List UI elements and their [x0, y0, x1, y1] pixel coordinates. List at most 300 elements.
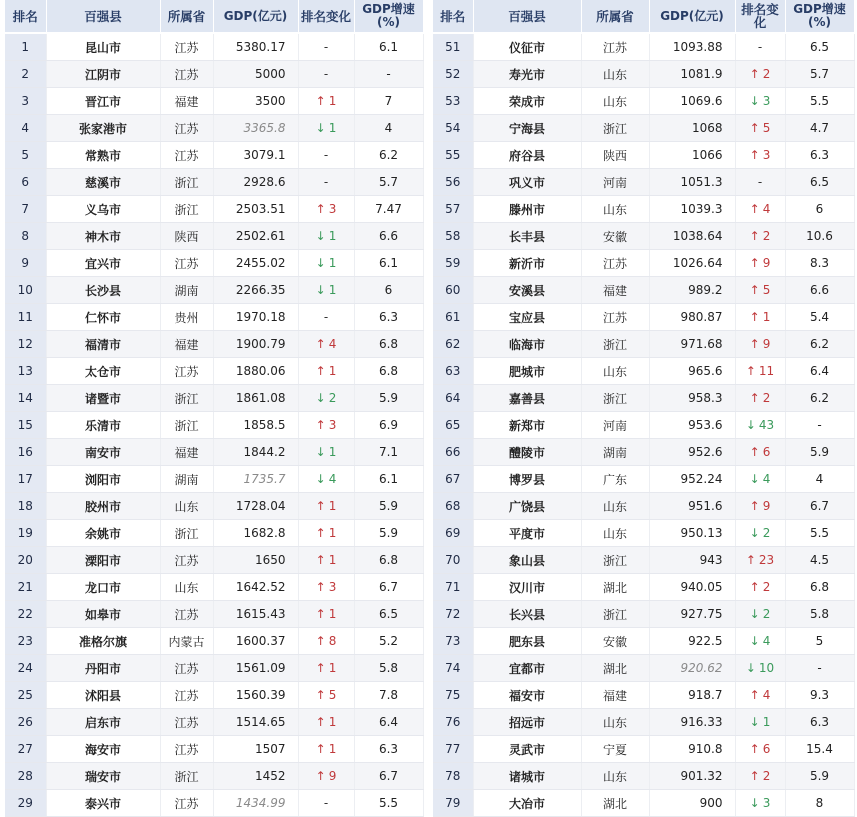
growth-cell: 6.6 [785, 277, 854, 304]
rank-cell: 70 [433, 547, 473, 574]
rank-change-value: 3 [762, 94, 771, 108]
rank-change-cell [298, 547, 354, 574]
rank-change-cell [298, 250, 354, 277]
growth-cell: 6.3 [785, 709, 854, 736]
rank-change-value: 2 [762, 67, 771, 81]
rank-change-cell [298, 790, 354, 817]
rank-cell: 59 [433, 250, 473, 277]
growth-cell: 5.8 [785, 601, 854, 628]
county-name-cell: 如皋市 [46, 601, 160, 628]
county-name-cell: 寿光市 [473, 61, 581, 88]
gdp-cell: 927.75 [649, 601, 735, 628]
growth-cell: 7.8 [354, 682, 423, 709]
table-row [5, 790, 423, 817]
rank-change-value: - [757, 175, 763, 189]
ranking-table-left [5, 0, 424, 817]
table-row [5, 385, 423, 412]
arrow-up-icon: ↑ [315, 499, 326, 513]
rank-change-cell [735, 223, 785, 250]
table-row [5, 412, 423, 439]
rank-change-cell [735, 33, 785, 61]
gdp-cell: 900 [649, 790, 735, 817]
rank-change-cell [735, 790, 785, 817]
gdp-cell: 1682.8 [213, 520, 298, 547]
growth-cell: 7.47 [354, 196, 423, 223]
rank-cell: 6 [5, 169, 46, 196]
rank-change-cell [735, 466, 785, 493]
table-row [433, 547, 854, 574]
county-name-cell: 宜都市 [473, 655, 581, 682]
province-cell: 江苏 [160, 547, 213, 574]
county-name-cell: 常熟市 [46, 142, 160, 169]
county-name-cell: 瑞安市 [46, 763, 160, 790]
rank-cell: 54 [433, 115, 473, 142]
rank-cell: 64 [433, 385, 473, 412]
table-row [433, 763, 854, 790]
gdp-cell: 1514.65 [213, 709, 298, 736]
province-cell: 江苏 [160, 790, 213, 817]
rank-cell: 56 [433, 169, 473, 196]
county-name-cell: 新沂市 [473, 250, 581, 277]
rank-change-value: 11 [758, 364, 775, 378]
table-row [5, 331, 423, 358]
rank-change-value: 5 [762, 121, 771, 135]
rank-change-value: 1 [328, 715, 337, 729]
rank-change-value: 1 [328, 445, 337, 459]
arrow-down-icon: ↓ [315, 229, 326, 243]
rank-change-value: - [323, 67, 329, 81]
rank-cell: 53 [433, 88, 473, 115]
rank-change-value: 1 [328, 742, 337, 756]
arrow-down-icon: ↓ [315, 256, 326, 270]
province-cell: 湖南 [160, 277, 213, 304]
province-cell: 山东 [581, 358, 649, 385]
rank-change-cell [298, 196, 354, 223]
header-rank: 排名 [433, 0, 473, 33]
gdp-cell: 918.7 [649, 682, 735, 709]
rank-change-cell [298, 466, 354, 493]
rank-change-cell [735, 61, 785, 88]
rank-change-value: 5 [328, 688, 337, 702]
growth-cell: 6.8 [785, 574, 854, 601]
county-name-cell: 福清市 [46, 331, 160, 358]
county-name-cell: 广饶县 [473, 493, 581, 520]
gdp-cell: 943 [649, 547, 735, 574]
growth-cell: 6.6 [354, 223, 423, 250]
county-name-cell: 灵武市 [473, 736, 581, 763]
table-row [433, 682, 854, 709]
ranking-table-right [433, 0, 855, 817]
rank-change-cell [298, 385, 354, 412]
rank-change-value: 9 [762, 499, 771, 513]
table-row [5, 61, 423, 88]
growth-cell: 6.4 [785, 358, 854, 385]
arrow-up-icon: ↑ [315, 553, 326, 567]
table-row [433, 88, 854, 115]
rank-change-value: 6 [762, 445, 771, 459]
rank-cell: 27 [5, 736, 46, 763]
table-row [433, 412, 854, 439]
table-row [5, 277, 423, 304]
county-name-cell: 长沙县 [46, 277, 160, 304]
table-row [5, 169, 423, 196]
arrow-up-icon: ↑ [749, 283, 760, 297]
county-name-cell: 肥东县 [473, 628, 581, 655]
table-body-left [5, 33, 423, 817]
table-row [433, 358, 854, 385]
gdp-cell: 1051.3 [649, 169, 735, 196]
arrow-down-icon: ↓ [749, 634, 760, 648]
rank-change-value: 2 [762, 607, 771, 621]
growth-cell: 5.9 [354, 385, 423, 412]
province-cell: 江苏 [160, 655, 213, 682]
arrow-up-icon: ↑ [315, 418, 326, 432]
rank-cell: 7 [5, 196, 46, 223]
rank-change-value: 1 [328, 364, 337, 378]
rank-change-cell [298, 33, 354, 61]
gdp-cell: 1728.04 [213, 493, 298, 520]
rank-change-value: 2 [762, 391, 771, 405]
gdp-cell: 1650 [213, 547, 298, 574]
province-cell: 福建 [160, 331, 213, 358]
rank-change-value: 1 [328, 256, 337, 270]
table-row [5, 358, 423, 385]
arrow-up-icon: ↑ [749, 391, 760, 405]
county-name-cell: 荣成市 [473, 88, 581, 115]
table-row [5, 601, 423, 628]
rank-cell: 29 [5, 790, 46, 817]
table-row [5, 520, 423, 547]
table-row [433, 736, 854, 763]
arrow-up-icon: ↑ [749, 202, 760, 216]
rank-change-cell [735, 385, 785, 412]
rank-change-value: 2 [762, 526, 771, 540]
rank-cell: 67 [433, 466, 473, 493]
growth-cell: 6.5 [354, 601, 423, 628]
rank-change-value: - [323, 310, 329, 324]
table-body-right [433, 33, 854, 817]
rank-change-value: - [323, 175, 329, 189]
gdp-cell: 3079.1 [213, 142, 298, 169]
county-name-cell: 巩义市 [473, 169, 581, 196]
rank-change-value: 1 [328, 661, 337, 675]
county-name-cell: 沭阳县 [46, 682, 160, 709]
province-cell: 安徽 [581, 223, 649, 250]
growth-cell: 6.2 [785, 385, 854, 412]
county-name-cell: 平度市 [473, 520, 581, 547]
growth-cell: 9.3 [785, 682, 854, 709]
gdp-cell: 1066 [649, 142, 735, 169]
province-cell: 浙江 [160, 412, 213, 439]
growth-cell: 6.2 [785, 331, 854, 358]
rank-change-value: 2 [762, 769, 771, 783]
table-row [433, 628, 854, 655]
rank-cell: 78 [433, 763, 473, 790]
table-row [5, 33, 423, 61]
rank-cell: 5 [5, 142, 46, 169]
province-cell: 江苏 [160, 250, 213, 277]
province-cell: 湖北 [581, 574, 649, 601]
rank-cell: 13 [5, 358, 46, 385]
growth-cell: 6.4 [354, 709, 423, 736]
table-row [433, 142, 854, 169]
province-cell: 浙江 [160, 196, 213, 223]
rank-change-cell [298, 331, 354, 358]
header-row [433, 0, 854, 33]
growth-cell: 6.9 [354, 412, 423, 439]
province-cell: 河南 [581, 169, 649, 196]
rank-change-cell [735, 574, 785, 601]
rank-cell: 65 [433, 412, 473, 439]
county-name-cell: 仪征市 [473, 33, 581, 61]
gdp-cell: 965.6 [649, 358, 735, 385]
growth-cell: 5.2 [354, 628, 423, 655]
county-name-cell: 宝应县 [473, 304, 581, 331]
rank-cell: 11 [5, 304, 46, 331]
rank-change-cell [735, 547, 785, 574]
table-row [433, 520, 854, 547]
rank-change-value: - [757, 40, 763, 54]
rank-change-cell [735, 709, 785, 736]
table-row [433, 466, 854, 493]
rank-cell: 73 [433, 628, 473, 655]
province-cell: 浙江 [160, 763, 213, 790]
province-cell: 福建 [581, 682, 649, 709]
gdp-cell: 1026.64 [649, 250, 735, 277]
arrow-down-icon: ↓ [745, 661, 756, 675]
gdp-cell: 5000 [213, 61, 298, 88]
rank-cell: 51 [433, 33, 473, 61]
rank-cell: 79 [433, 790, 473, 817]
province-cell: 浙江 [581, 385, 649, 412]
province-cell: 江苏 [160, 601, 213, 628]
table-row [433, 574, 854, 601]
arrow-up-icon: ↑ [745, 553, 756, 567]
rank-change-value: 2 [328, 391, 337, 405]
gdp-cell: 1600.37 [213, 628, 298, 655]
ranking-tables [3, 0, 854, 809]
header-province: 所属省 [581, 0, 649, 33]
province-cell: 湖北 [581, 655, 649, 682]
growth-cell: 5 [785, 628, 854, 655]
table-row [5, 142, 423, 169]
rank-cell: 71 [433, 574, 473, 601]
table-row [5, 682, 423, 709]
arrow-up-icon: ↑ [315, 202, 326, 216]
rank-change-value: 1 [328, 121, 337, 135]
rank-change-value: 1 [328, 553, 337, 567]
arrow-up-icon: ↑ [315, 742, 326, 756]
growth-cell: 6.1 [354, 466, 423, 493]
rank-cell: 24 [5, 655, 46, 682]
gdp-cell: 901.32 [649, 763, 735, 790]
rank-cell: 15 [5, 412, 46, 439]
table-row [433, 169, 854, 196]
rank-change-cell [735, 277, 785, 304]
arrow-up-icon: ↑ [749, 769, 760, 783]
growth-cell: 5.5 [785, 520, 854, 547]
arrow-down-icon: ↓ [749, 526, 760, 540]
rank-change-cell [735, 142, 785, 169]
rank-cell: 74 [433, 655, 473, 682]
gdp-cell: 1093.88 [649, 33, 735, 61]
arrow-up-icon: ↑ [315, 94, 326, 108]
arrow-up-icon: ↑ [749, 337, 760, 351]
gdp-cell: 1507 [213, 736, 298, 763]
table-row [5, 223, 423, 250]
gdp-cell: 2455.02 [213, 250, 298, 277]
county-name-cell: 准格尔旗 [46, 628, 160, 655]
gdp-cell: 980.87 [649, 304, 735, 331]
table-row [433, 223, 854, 250]
rank-cell: 68 [433, 493, 473, 520]
table-row [433, 655, 854, 682]
arrow-down-icon: ↓ [315, 391, 326, 405]
growth-cell: 4.5 [785, 547, 854, 574]
rank-change-cell [735, 304, 785, 331]
table-row [5, 196, 423, 223]
growth-cell: 6 [354, 277, 423, 304]
county-name-cell: 义乌市 [46, 196, 160, 223]
rank-cell: 26 [5, 709, 46, 736]
table-row [5, 493, 423, 520]
province-cell: 江苏 [160, 682, 213, 709]
gdp-cell: 1900.79 [213, 331, 298, 358]
arrow-up-icon: ↑ [749, 688, 760, 702]
province-cell: 浙江 [160, 169, 213, 196]
arrow-up-icon: ↑ [749, 67, 760, 81]
rank-change-value: 9 [762, 256, 771, 270]
growth-cell: 6.3 [785, 142, 854, 169]
table-row [433, 61, 854, 88]
rank-change-value: 4 [328, 472, 337, 486]
rank-change-cell [298, 412, 354, 439]
growth-cell: 6.5 [785, 169, 854, 196]
rank-change-value: 1 [762, 715, 771, 729]
county-name-cell: 泰兴市 [46, 790, 160, 817]
gdp-cell: 1642.52 [213, 574, 298, 601]
gdp-cell: 1844.2 [213, 439, 298, 466]
arrow-up-icon: ↑ [749, 499, 760, 513]
growth-cell: 5.5 [354, 790, 423, 817]
arrow-up-icon: ↑ [749, 256, 760, 270]
province-cell: 山东 [581, 61, 649, 88]
rank-change-value: 9 [328, 769, 337, 783]
rank-change-value: 4 [762, 202, 771, 216]
arrow-down-icon: ↓ [749, 607, 760, 621]
gdp-cell: 940.05 [649, 574, 735, 601]
rank-cell: 75 [433, 682, 473, 709]
province-cell: 湖北 [581, 790, 649, 817]
table-row [433, 385, 854, 412]
gdp-cell: 920.62 [649, 655, 735, 682]
rank-change-value: 1 [328, 283, 337, 297]
table-row [5, 466, 423, 493]
rank-change-cell [298, 520, 354, 547]
growth-cell: 5.7 [354, 169, 423, 196]
rank-cell: 69 [433, 520, 473, 547]
rank-change-cell [298, 169, 354, 196]
gdp-cell: 910.8 [649, 736, 735, 763]
province-cell: 浙江 [581, 601, 649, 628]
rank-change-value: - [323, 796, 329, 810]
county-name-cell: 南安市 [46, 439, 160, 466]
header-city: 百强县 [46, 0, 160, 33]
gdp-cell: 952.6 [649, 439, 735, 466]
rank-change-cell [735, 88, 785, 115]
growth-cell: - [354, 61, 423, 88]
county-name-cell: 诸暨市 [46, 385, 160, 412]
table-row [5, 709, 423, 736]
gdp-cell: 3365.8 [213, 115, 298, 142]
gdp-cell: 1735.7 [213, 466, 298, 493]
growth-cell: 8.3 [785, 250, 854, 277]
table-row [433, 439, 854, 466]
gdp-cell: 2266.35 [213, 277, 298, 304]
growth-cell: 6.1 [354, 250, 423, 277]
county-name-cell: 神木市 [46, 223, 160, 250]
county-name-cell: 胶州市 [46, 493, 160, 520]
rank-change-cell [735, 358, 785, 385]
rank-change-cell [298, 736, 354, 763]
rank-change-cell [298, 709, 354, 736]
rank-change-cell [735, 628, 785, 655]
rank-change-cell [735, 655, 785, 682]
county-name-cell: 嘉善县 [473, 385, 581, 412]
rank-change-cell [298, 115, 354, 142]
growth-cell: 6 [785, 196, 854, 223]
rank-change-cell [298, 61, 354, 88]
rank-change-value: 3 [762, 148, 771, 162]
province-cell: 江苏 [160, 142, 213, 169]
province-cell: 山东 [581, 196, 649, 223]
province-cell: 山东 [160, 574, 213, 601]
rank-change-value: 10 [758, 661, 775, 675]
rank-cell: 28 [5, 763, 46, 790]
table-row [5, 88, 423, 115]
province-cell: 宁夏 [581, 736, 649, 763]
arrow-up-icon: ↑ [315, 634, 326, 648]
rank-change-value: - [323, 40, 329, 54]
rank-change-cell [298, 601, 354, 628]
rank-change-value: 3 [762, 796, 771, 810]
county-name-cell: 龙口市 [46, 574, 160, 601]
gdp-cell: 922.5 [649, 628, 735, 655]
rank-cell: 60 [433, 277, 473, 304]
province-cell: 湖南 [160, 466, 213, 493]
rank-cell: 57 [433, 196, 473, 223]
rank-change-cell [298, 763, 354, 790]
province-cell: 江苏 [160, 115, 213, 142]
growth-cell: 6.8 [354, 358, 423, 385]
arrow-up-icon: ↑ [315, 688, 326, 702]
growth-cell: 5.9 [785, 439, 854, 466]
arrow-down-icon: ↓ [315, 472, 326, 486]
province-cell: 江苏 [160, 736, 213, 763]
arrow-down-icon: ↓ [745, 418, 756, 432]
rank-change-cell [298, 682, 354, 709]
table-row [433, 277, 854, 304]
arrow-up-icon: ↑ [315, 364, 326, 378]
growth-cell: 4.7 [785, 115, 854, 142]
growth-cell: - [785, 655, 854, 682]
header-change: 排名变化 [735, 0, 785, 33]
county-name-cell: 诸城市 [473, 763, 581, 790]
gdp-cell: 1880.06 [213, 358, 298, 385]
county-name-cell: 宁海县 [473, 115, 581, 142]
rank-cell: 19 [5, 520, 46, 547]
table-row [433, 33, 854, 61]
